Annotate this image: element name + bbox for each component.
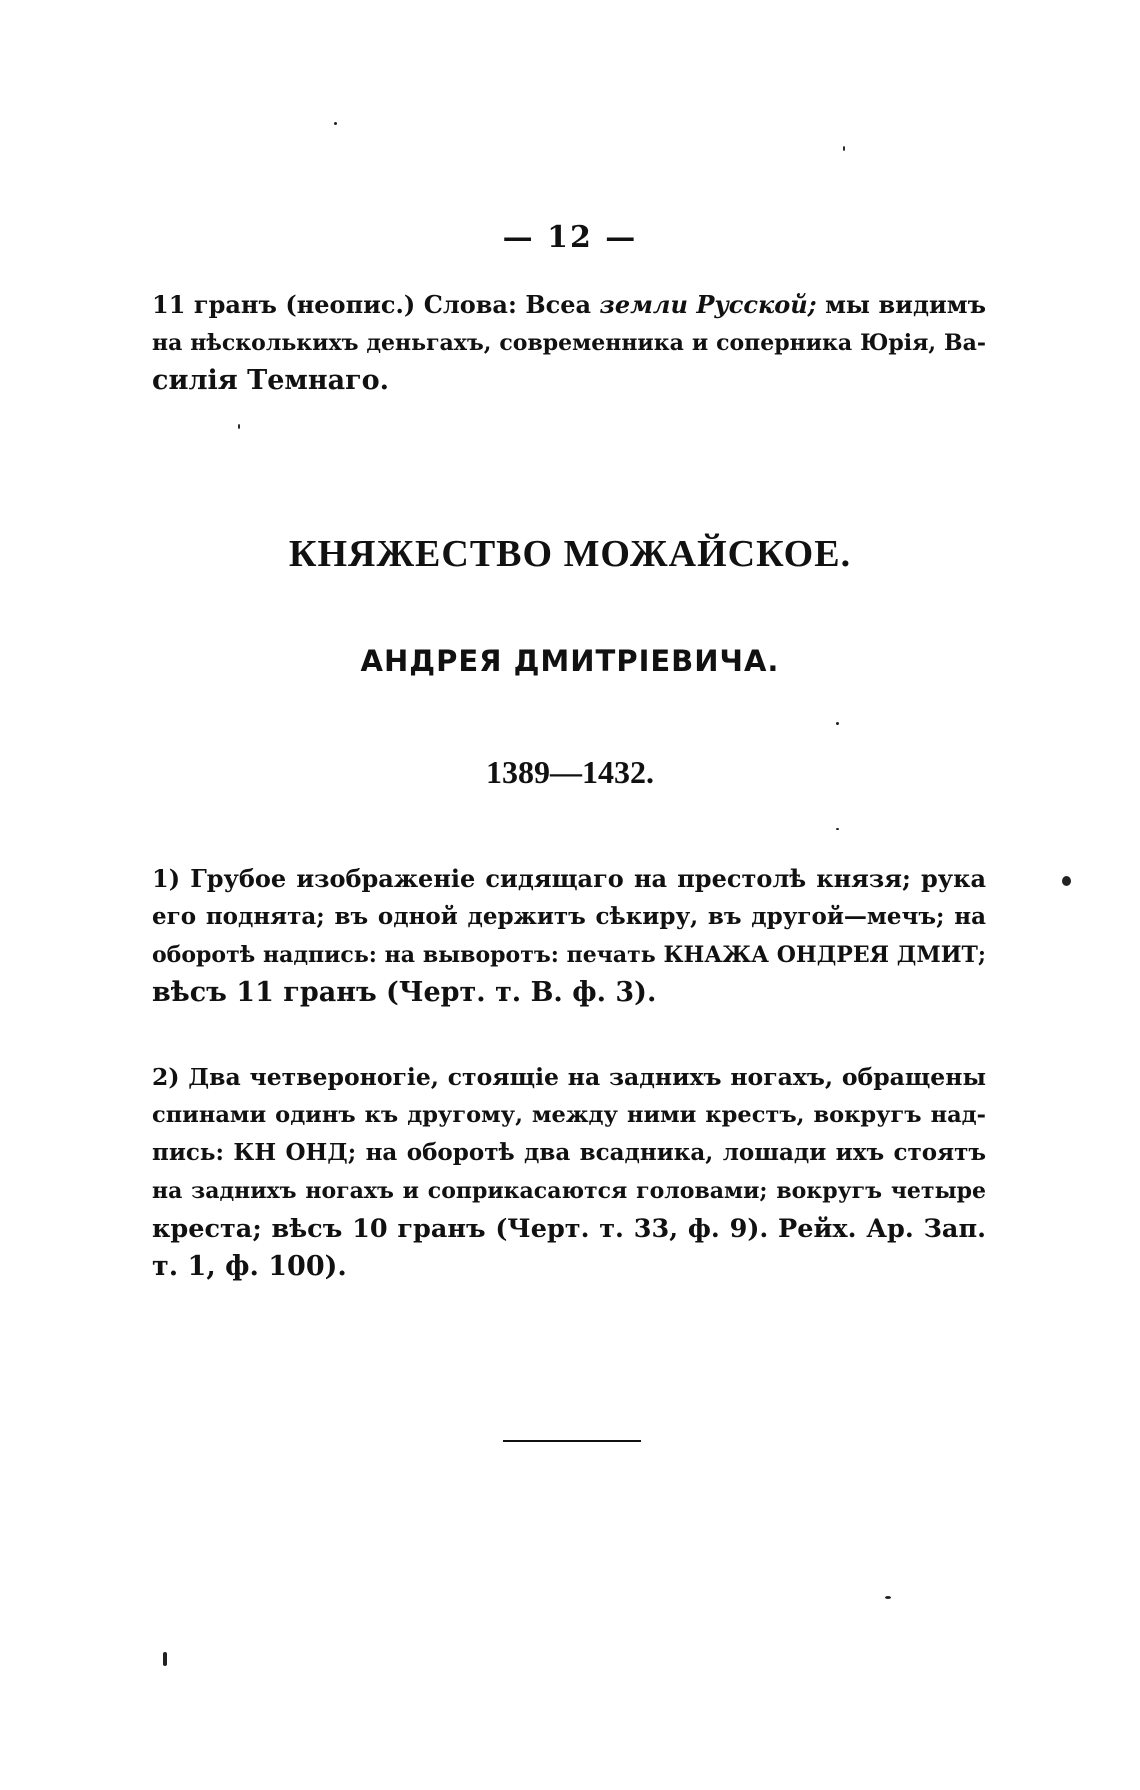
scan-speck	[163, 1652, 167, 1666]
principality-heading: КНЯЖЕСТВО МОЖАЙСКОЕ.	[288, 533, 852, 575]
coin-entry-2	[152, 1058, 986, 1286]
intro-line-1-part-a: 11 гранъ (неопис.) Слова: Всеа	[152, 290, 600, 319]
end-rule	[503, 1440, 641, 1442]
scan-speck	[1062, 876, 1071, 886]
coin-entry-1	[152, 860, 986, 1012]
scan-speck	[843, 146, 845, 151]
page-number: — 12 —	[502, 220, 638, 255]
entry-1-line-1: 1) Грубое изображеніе сидящаго на престолѣ князя; рука	[152, 864, 986, 893]
entry-1-line-3: оборотѣ надпись: на выворотъ: печать КНАЖА ОНДРЕЯ ДМИТ;	[152, 942, 986, 968]
intro-line-1-part-c: мы видимъ	[816, 290, 986, 319]
entry-2-line-5: креста; вѣсъ 10 гранъ (Черт. т. 33, ф. 9). Рейх. Ар. Зап.	[152, 1214, 986, 1244]
entry-1-line-4: вѣсъ 11 гранъ (Черт. т. В. ф. 3).	[152, 977, 657, 1008]
intro-line-2: на нѣсколькихъ деньгахъ, современника и соперника Юрія, Ва-	[152, 330, 986, 356]
intro-line-3: силія Темнаго.	[152, 365, 390, 396]
entry-2-line-3: пись: КН ОНД; на оборотѣ два всадника, лошади ихъ стоятъ	[152, 1139, 986, 1166]
entry-2-line-6: т. 1, ф. 100).	[152, 1251, 347, 1282]
scan-speck	[885, 1596, 891, 1599]
intro-line-1-italic-phrase: земли Русской;	[599, 290, 817, 319]
scan-speck	[238, 424, 240, 429]
entry-2-line-4: на заднихъ ногахъ и соприкасаются головами; вокругъ четыре	[152, 1178, 986, 1204]
entry-1-line-2: его поднята; въ одной держитъ сѣкиру, въ другой—мечъ; на	[152, 903, 986, 930]
scan-speck	[334, 122, 337, 125]
scan-speck	[836, 722, 839, 725]
entry-2-line-1: 2) Два четвероногіе, стоящіе на заднихъ ногахъ, обращены	[152, 1063, 986, 1091]
intro-line-1	[152, 286, 986, 324]
prince-heading: АНДРЕЯ ДМИТРІЕВИЧА.	[360, 644, 780, 678]
entry-2-line-2: спинами одинъ къ другому, между ними крестъ, вокругъ над-	[152, 1102, 986, 1128]
years-heading: 1389—1432.	[486, 754, 654, 790]
scan-speck	[836, 828, 839, 830]
intro-paragraph	[152, 286, 986, 400]
